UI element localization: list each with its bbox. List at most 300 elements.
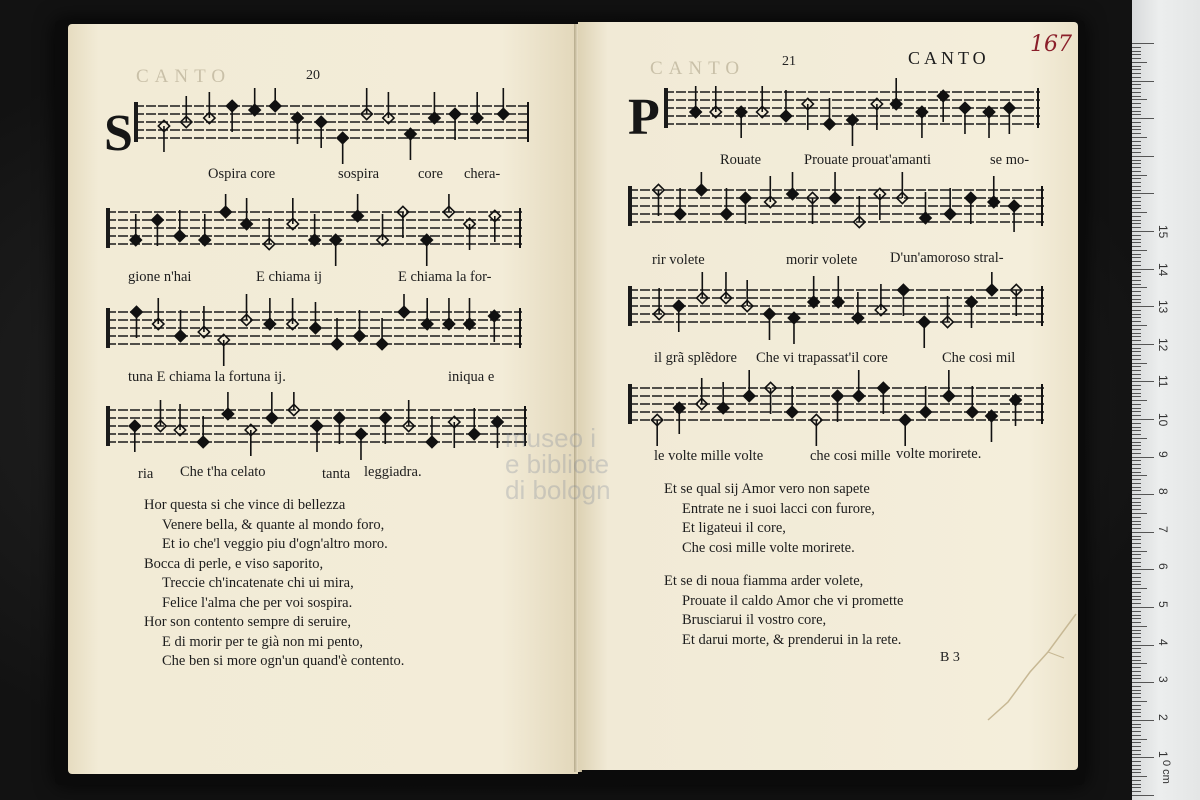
music-note bbox=[697, 272, 708, 304]
music-note bbox=[492, 416, 503, 448]
music-note bbox=[181, 96, 192, 128]
ruler-tick bbox=[1132, 472, 1141, 473]
ruler-tick bbox=[1132, 314, 1141, 315]
ruler-tick bbox=[1132, 212, 1147, 213]
ruler-label: 6 bbox=[1156, 563, 1170, 571]
ruler-tick bbox=[1132, 216, 1141, 217]
music-note bbox=[426, 416, 437, 448]
ruler-tick bbox=[1132, 111, 1141, 112]
page-number: 20 bbox=[306, 68, 320, 83]
music-note bbox=[397, 206, 408, 238]
ruler-label: 10 bbox=[1156, 413, 1170, 427]
music-note bbox=[986, 272, 997, 296]
music-note bbox=[824, 98, 835, 130]
ruler-tick bbox=[1132, 351, 1141, 352]
ruler-tick bbox=[1132, 276, 1141, 277]
music-staff-1 bbox=[664, 74, 1044, 164]
music-note bbox=[1004, 102, 1015, 134]
ruler-tick bbox=[1132, 761, 1141, 762]
music-note bbox=[897, 172, 908, 204]
music-note bbox=[264, 298, 275, 330]
ruler-tick bbox=[1132, 633, 1141, 634]
ruler-tick bbox=[1132, 611, 1141, 612]
music-note bbox=[449, 416, 460, 448]
ruler-label: 14 bbox=[1156, 262, 1170, 276]
ruler-tick bbox=[1132, 705, 1141, 706]
lyric-segment: sospira bbox=[338, 166, 380, 182]
ruler-tick bbox=[1132, 355, 1141, 356]
ruler-tick bbox=[1132, 434, 1141, 435]
ruler-tick bbox=[1132, 272, 1141, 273]
ruler-tick bbox=[1132, 92, 1141, 93]
music-note bbox=[742, 280, 753, 312]
ruler-tick bbox=[1132, 317, 1141, 318]
ruler-tick bbox=[1132, 671, 1141, 672]
ruler-tick bbox=[1132, 547, 1141, 548]
music-note bbox=[808, 276, 819, 308]
ruler-tick bbox=[1132, 329, 1141, 330]
music-staff-4 bbox=[106, 392, 531, 482]
ruler-label: 9 bbox=[1156, 450, 1170, 458]
ruler-tick bbox=[1132, 88, 1141, 89]
ruler-tick bbox=[1132, 205, 1141, 206]
ruler-tick bbox=[1132, 569, 1154, 570]
right-page bbox=[578, 22, 1078, 770]
music-note bbox=[696, 172, 707, 196]
ruler-tick bbox=[1132, 77, 1141, 78]
lyric-segment: core bbox=[418, 166, 443, 182]
ruler-tick bbox=[1132, 551, 1147, 552]
verse-line: Venere bella, & quante al mondo foro, bbox=[162, 516, 385, 533]
ruler-tick bbox=[1132, 445, 1141, 446]
ruler-tick bbox=[1132, 709, 1141, 710]
ruler-tick bbox=[1132, 536, 1141, 537]
ruler-tick bbox=[1132, 419, 1154, 420]
ruler-tick bbox=[1132, 333, 1141, 334]
ruler-tick bbox=[1132, 769, 1141, 770]
ruler-tick bbox=[1132, 584, 1141, 585]
ruler-tick bbox=[1132, 449, 1141, 450]
ruler-label: 13 bbox=[1156, 300, 1170, 314]
music-note bbox=[489, 310, 500, 342]
ruler-tick bbox=[1132, 141, 1141, 142]
ruler-tick bbox=[1132, 573, 1141, 574]
measurement-ruler bbox=[1132, 0, 1200, 800]
ruler-tick bbox=[1132, 592, 1141, 593]
music-note bbox=[218, 334, 229, 366]
ruler-tick bbox=[1132, 652, 1141, 653]
ruler-tick bbox=[1132, 145, 1141, 146]
music-note bbox=[780, 90, 791, 122]
ruler-tick bbox=[1132, 287, 1147, 288]
lyric-segment: gione n'hai bbox=[128, 269, 192, 285]
ruler-tick bbox=[1132, 675, 1141, 676]
ruler-tick bbox=[1132, 99, 1147, 100]
show-through-heading: CANTO bbox=[136, 66, 232, 87]
music-note bbox=[653, 288, 664, 320]
music-note bbox=[1008, 200, 1019, 232]
ruler-tick bbox=[1132, 178, 1141, 179]
ruler-tick bbox=[1132, 415, 1141, 416]
lyric-segment: le volte mille volte bbox=[654, 448, 764, 464]
lyric-segment: se mo- bbox=[990, 152, 1030, 168]
lyric-segment: volte morirete. bbox=[896, 446, 982, 462]
music-note bbox=[852, 292, 863, 324]
ruler-tick bbox=[1132, 427, 1141, 428]
music-note bbox=[696, 378, 707, 410]
ruler-tick bbox=[1132, 156, 1154, 157]
ruler-tick bbox=[1132, 731, 1141, 732]
music-note bbox=[443, 194, 454, 218]
music-note bbox=[811, 414, 822, 446]
ruler-tick bbox=[1132, 220, 1141, 221]
ruler-tick bbox=[1132, 517, 1141, 518]
ruler-tick bbox=[1132, 757, 1154, 758]
music-note bbox=[398, 294, 409, 318]
ruler-tick bbox=[1132, 96, 1141, 97]
ruler-tick bbox=[1132, 366, 1141, 367]
ruler-tick bbox=[1132, 310, 1141, 311]
music-note bbox=[204, 92, 215, 124]
music-note bbox=[175, 310, 186, 342]
ruler-tick bbox=[1132, 742, 1141, 743]
music-note bbox=[919, 316, 930, 348]
ruler-tick bbox=[1132, 193, 1154, 194]
music-note bbox=[264, 218, 275, 250]
ruler-tick bbox=[1132, 344, 1154, 345]
music-note bbox=[198, 306, 209, 338]
lyric-segment: Rouate bbox=[720, 152, 762, 168]
verse-line: Bocca di perle, e viso saporito, bbox=[144, 555, 324, 572]
music-note bbox=[361, 88, 372, 120]
music-note bbox=[943, 370, 954, 402]
music-note bbox=[422, 298, 433, 330]
music-note bbox=[983, 106, 994, 138]
ruler-label: 8 bbox=[1156, 488, 1170, 495]
ruler-tick bbox=[1132, 201, 1141, 202]
music-note bbox=[757, 86, 768, 118]
ruler-tick bbox=[1132, 772, 1141, 773]
ruler-tick bbox=[1132, 554, 1141, 555]
ruler-tick bbox=[1132, 566, 1141, 567]
watermark-line: e bibliote bbox=[505, 449, 610, 479]
ruler-tick bbox=[1132, 562, 1141, 563]
ruler-tick bbox=[1132, 175, 1147, 176]
ruler-label: 1 bbox=[1156, 751, 1170, 759]
ruler-tick bbox=[1132, 754, 1141, 755]
music-note bbox=[875, 284, 886, 316]
ruler-tick bbox=[1132, 404, 1141, 405]
ruler-tick bbox=[1132, 257, 1141, 258]
ruler-tick bbox=[1132, 524, 1141, 525]
music-note bbox=[652, 414, 663, 446]
music-note bbox=[765, 176, 776, 208]
ruler-tick bbox=[1132, 133, 1141, 134]
music-note bbox=[720, 272, 731, 304]
ruler-tick bbox=[1132, 618, 1141, 619]
ruler-tick bbox=[1132, 660, 1141, 661]
ruler-tick bbox=[1132, 498, 1141, 499]
watermark-line: museo i bbox=[505, 423, 597, 453]
music-note bbox=[337, 132, 348, 164]
music-note bbox=[241, 294, 252, 326]
left-page bbox=[68, 24, 578, 774]
ruler-tick bbox=[1132, 250, 1147, 251]
lyric-segment: Che cosi mil bbox=[942, 350, 1016, 366]
verse-line: Et darui morte, & prenderui in la rete. bbox=[682, 631, 902, 648]
ruler-tick bbox=[1132, 637, 1141, 638]
ruler-tick bbox=[1132, 54, 1141, 55]
music-note bbox=[174, 404, 185, 436]
music-note bbox=[829, 172, 840, 204]
music-note bbox=[174, 210, 185, 242]
ruler-tick bbox=[1132, 223, 1141, 224]
music-note bbox=[292, 112, 303, 144]
music-note bbox=[986, 410, 997, 442]
music-note bbox=[802, 98, 813, 130]
music-note bbox=[653, 184, 664, 216]
verse-line: Et se qual sij Amor vero non sapete bbox=[664, 481, 870, 497]
ruler-tick bbox=[1132, 47, 1141, 48]
music-note bbox=[226, 100, 237, 132]
music-note bbox=[489, 210, 500, 242]
ruler-tick bbox=[1132, 385, 1141, 386]
signature-mark: B 3 bbox=[940, 650, 960, 665]
ruler-tick bbox=[1132, 716, 1141, 717]
ruler-tick bbox=[1132, 208, 1141, 209]
music-note bbox=[920, 386, 931, 418]
verse-line: Prouate il caldo Amor che vi promette bbox=[682, 592, 904, 609]
music-note bbox=[355, 428, 366, 460]
lyric-segment: ria bbox=[138, 466, 154, 482]
lyric-segment: E chiama ij bbox=[256, 269, 323, 285]
music-note bbox=[469, 408, 480, 440]
ruler-tick bbox=[1132, 84, 1141, 85]
ruler-tick bbox=[1132, 122, 1141, 123]
music-note bbox=[832, 390, 843, 422]
music-note bbox=[153, 298, 164, 330]
ruler-tick bbox=[1132, 51, 1141, 52]
music-note bbox=[288, 392, 299, 416]
ruler-tick bbox=[1132, 528, 1141, 529]
music-note bbox=[421, 234, 432, 266]
ruler-tick bbox=[1132, 791, 1141, 792]
ruler-tick bbox=[1132, 81, 1154, 82]
music-note bbox=[498, 88, 509, 120]
ruler-tick bbox=[1132, 389, 1141, 390]
music-note bbox=[464, 218, 475, 250]
ruler-tick bbox=[1132, 411, 1141, 412]
ruler-tick bbox=[1132, 588, 1147, 589]
music-note bbox=[878, 382, 889, 414]
music-note bbox=[944, 188, 955, 220]
verse-line: Felice l'alma che per voi sospira. bbox=[162, 594, 353, 611]
ruler-label: 2 bbox=[1156, 713, 1170, 721]
ruler-tick bbox=[1132, 62, 1147, 63]
ruler-tick bbox=[1132, 340, 1141, 341]
ruler-tick bbox=[1132, 682, 1154, 683]
ruler-tick bbox=[1132, 678, 1141, 679]
ruler-tick bbox=[1132, 58, 1141, 59]
ruler-tick bbox=[1132, 442, 1141, 443]
ruler-tick bbox=[1132, 325, 1147, 326]
ruler-tick bbox=[1132, 739, 1147, 740]
music-note bbox=[222, 392, 233, 420]
music-note bbox=[967, 386, 978, 418]
verse-line: E di morir per te già non mi pento, bbox=[162, 633, 363, 650]
verse-line: Che ben si more ogn'un quand'è contento. bbox=[162, 653, 405, 669]
music-note bbox=[287, 298, 298, 330]
ruler-tick bbox=[1132, 73, 1141, 74]
music-note bbox=[740, 192, 751, 224]
ruler-tick bbox=[1132, 690, 1141, 691]
ruler-tick bbox=[1132, 607, 1154, 608]
music-note bbox=[155, 400, 166, 432]
ruler-label: 7 bbox=[1156, 525, 1170, 533]
ruler-tick bbox=[1132, 118, 1154, 119]
ruler-tick bbox=[1132, 148, 1141, 149]
ruler-tick bbox=[1132, 453, 1141, 454]
ruler-tick bbox=[1132, 724, 1141, 725]
music-note bbox=[853, 370, 864, 402]
music-note bbox=[847, 114, 858, 146]
music-note bbox=[383, 92, 394, 124]
ruler-tick bbox=[1132, 641, 1141, 642]
ruler-tick bbox=[1132, 114, 1141, 115]
ruler-tick bbox=[1132, 430, 1141, 431]
ruler-tick bbox=[1132, 712, 1141, 713]
ruler-tick bbox=[1132, 693, 1141, 694]
initial-letter: P bbox=[628, 89, 660, 146]
page-damage-crease bbox=[968, 612, 1078, 722]
ruler-tick bbox=[1132, 765, 1141, 766]
ruler-tick bbox=[1132, 787, 1141, 788]
verse-line: Treccie ch'incatenate chi ui mira, bbox=[162, 575, 354, 591]
ruler-tick bbox=[1132, 197, 1141, 198]
ruler-tick bbox=[1132, 348, 1141, 349]
music-note bbox=[959, 102, 970, 134]
ruler-tick bbox=[1132, 513, 1147, 514]
ruler-tick bbox=[1132, 457, 1154, 458]
verse-line: Che cosi mille volte morirete. bbox=[682, 539, 855, 556]
ruler-tick bbox=[1132, 727, 1141, 728]
music-note bbox=[1011, 284, 1022, 316]
ruler-tick bbox=[1132, 599, 1141, 600]
ruler-tick bbox=[1132, 336, 1141, 337]
music-note bbox=[920, 192, 931, 224]
music-note bbox=[330, 234, 341, 266]
ruler-tick bbox=[1132, 780, 1141, 781]
ruler-tick bbox=[1132, 468, 1141, 469]
ruler-tick bbox=[1132, 464, 1141, 465]
ruler-tick bbox=[1132, 374, 1141, 375]
music-note bbox=[674, 402, 685, 434]
lyric-segment: Che vi trapassat'il core bbox=[756, 350, 888, 366]
lyric-segment: E chiama la for- bbox=[398, 269, 492, 285]
ruler-tick bbox=[1132, 408, 1141, 409]
music-note bbox=[311, 420, 322, 452]
music-note bbox=[966, 296, 977, 328]
lyric-segment: tuna E chiama la fortuna ij. bbox=[128, 369, 286, 385]
music-note bbox=[377, 214, 388, 246]
verse-line: Entrate ne i suoi lacci con furore, bbox=[682, 500, 875, 517]
ruler-tick bbox=[1132, 291, 1141, 292]
music-note bbox=[898, 284, 909, 316]
music-note bbox=[464, 298, 475, 330]
music-note bbox=[130, 214, 141, 246]
ruler-tick bbox=[1132, 167, 1141, 168]
ruler-tick bbox=[1132, 242, 1141, 243]
music-note bbox=[674, 188, 685, 220]
ruler-tick bbox=[1132, 438, 1147, 439]
ruler-tick bbox=[1132, 190, 1141, 191]
music-note bbox=[673, 300, 684, 332]
music-staff-3 bbox=[628, 272, 1048, 362]
music-note bbox=[129, 420, 140, 452]
music-staff-4 bbox=[628, 370, 1048, 460]
ruler-tick bbox=[1132, 521, 1141, 522]
ruler-tick bbox=[1132, 795, 1154, 796]
music-note bbox=[965, 192, 976, 224]
music-note bbox=[245, 424, 256, 456]
ruler-tick bbox=[1132, 475, 1147, 476]
music-note bbox=[736, 106, 747, 138]
ruler-tick bbox=[1132, 626, 1147, 627]
ruler-tick bbox=[1132, 487, 1141, 488]
ruler-tick bbox=[1132, 400, 1147, 401]
music-note bbox=[376, 318, 387, 350]
ruler-tick bbox=[1132, 577, 1141, 578]
lyric-segment: D'un'amoroso stral- bbox=[890, 250, 1004, 266]
ruler-tick bbox=[1132, 129, 1141, 130]
ruler-tick bbox=[1132, 137, 1147, 138]
handwritten-folio-number: 167 bbox=[1030, 32, 1072, 57]
ruler-tick bbox=[1132, 505, 1141, 506]
music-note bbox=[472, 92, 483, 124]
initial-letter: S bbox=[104, 105, 133, 162]
music-note bbox=[220, 194, 231, 218]
ruler-label: 4 bbox=[1156, 638, 1170, 646]
lyric-segment: Che t'ha celato bbox=[180, 464, 266, 480]
music-note bbox=[429, 92, 440, 124]
ruler-tick bbox=[1132, 581, 1141, 582]
music-note bbox=[449, 108, 460, 140]
ruler-tick bbox=[1132, 502, 1141, 503]
lyric-segment: tanta bbox=[322, 466, 351, 482]
ruler-tick bbox=[1132, 645, 1154, 646]
ruler-tick bbox=[1132, 479, 1141, 480]
music-note bbox=[443, 298, 454, 330]
ruler-tick bbox=[1132, 370, 1141, 371]
ruler-tick bbox=[1132, 630, 1141, 631]
ruler-tick bbox=[1132, 43, 1154, 44]
ruler-label: 15 bbox=[1156, 225, 1170, 239]
ruler-tick bbox=[1132, 596, 1141, 597]
music-note bbox=[316, 116, 327, 148]
music-note bbox=[270, 88, 281, 112]
ruler-tick bbox=[1132, 160, 1141, 161]
ruler-tick bbox=[1132, 171, 1141, 172]
music-note bbox=[788, 312, 799, 344]
music-note bbox=[1010, 394, 1021, 426]
lyric-segment: morir volete bbox=[786, 252, 858, 268]
music-note bbox=[334, 412, 345, 444]
lyric-segment: che cosi mille bbox=[810, 448, 891, 464]
lyric-segment: il grã splẽdore bbox=[654, 350, 737, 366]
ruler-tick bbox=[1132, 280, 1141, 281]
music-note bbox=[198, 416, 209, 448]
watermark bbox=[505, 425, 611, 503]
